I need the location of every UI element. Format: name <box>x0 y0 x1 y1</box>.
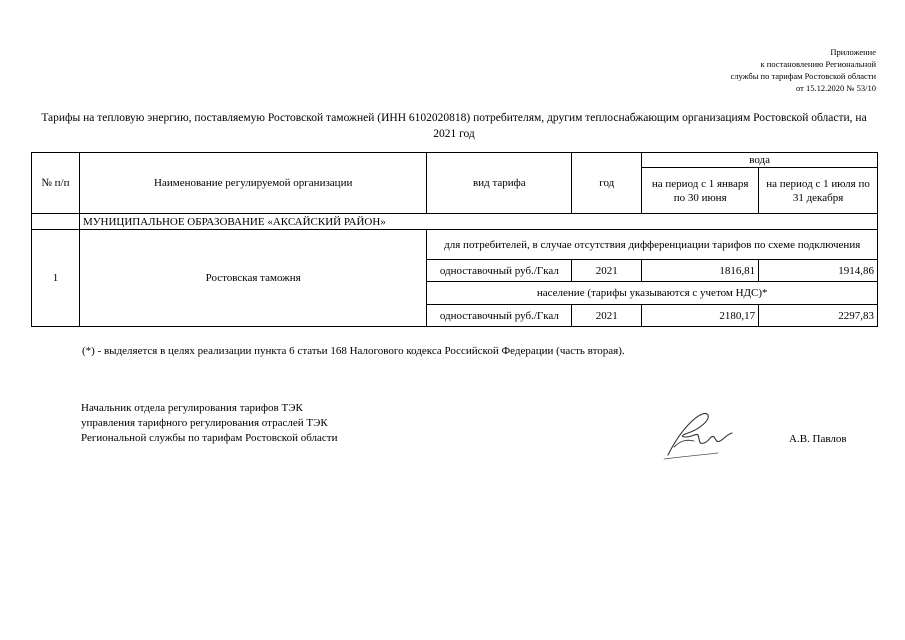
header-water: вода <box>642 153 878 168</box>
tariff-period-1: 2180,17 <box>642 305 759 327</box>
group-label-population: население (тарифы указываются с учетом НДС)* <box>427 282 878 305</box>
signer-line: Начальник отдела регулирования тарифов ТЭК <box>81 402 303 414</box>
tariff-table <box>31 152 878 327</box>
tariff-type-cell: одноставочный руб./Гкал <box>427 305 572 327</box>
appendix-line: службы по тарифам Ростовской области <box>730 71 876 81</box>
header-tariff-type: вид тарифа <box>427 153 572 214</box>
municipality-blank <box>32 214 80 230</box>
org-name: Ростовская таможня <box>79 230 427 327</box>
header-org: Наименование регулируемой организации <box>79 153 427 214</box>
row-number: 1 <box>32 230 80 327</box>
appendix-line: к постановлению Региональной <box>760 59 876 69</box>
tariff-period-2: 2297,83 <box>759 305 878 327</box>
signer-position <box>81 401 338 446</box>
document-title: Тарифы на тепловую энергию, поставляемую Ростовской таможней (ИНН 6102020818) потребителям, другим теплоснабжающим организациям Ростовской области, на 2021 год <box>41 112 867 140</box>
municipality-row: МУНИЦИПАЛЬНОЕ ОБРАЗОВАНИЕ «АКСАЙСКИЙ РАЙОН» <box>79 214 877 230</box>
appendix-line: Приложение <box>830 47 876 57</box>
header-year: год <box>572 153 642 214</box>
header-period-1: на период с 1 января по 30 июня <box>642 168 759 214</box>
appendix-line: от 15.12.2020 № 53/10 <box>796 83 876 93</box>
signer-line: Региональной службы по тарифам Ростовской области <box>81 432 338 444</box>
footnote: (*) - выделяется в целях реализации пункта 6 статьи 168 Налогового кодекса Российской Федерации (часть вторая). <box>82 345 625 357</box>
handwritten-signature <box>660 403 750 463</box>
tariff-period-2: 1914,86 <box>759 260 878 282</box>
signer-line: управления тарифного регулирования отраслей ТЭК <box>81 417 328 429</box>
group-label-consumers: для потребителей, в случае отсутствия дифференциации тарифов по схеме подключения <box>427 230 878 260</box>
appendix-block <box>636 46 876 94</box>
header-period-2: на период с 1 июля по 31 декабря <box>759 168 878 214</box>
year-cell: 2021 <box>572 305 642 327</box>
year-cell: 2021 <box>572 260 642 282</box>
signer-name: А.В. Павлов <box>789 433 847 445</box>
tariff-period-1: 1816,81 <box>642 260 759 282</box>
header-num: № п/п <box>32 153 80 214</box>
tariff-type-cell: одноставочный руб./Гкал <box>427 260 572 282</box>
